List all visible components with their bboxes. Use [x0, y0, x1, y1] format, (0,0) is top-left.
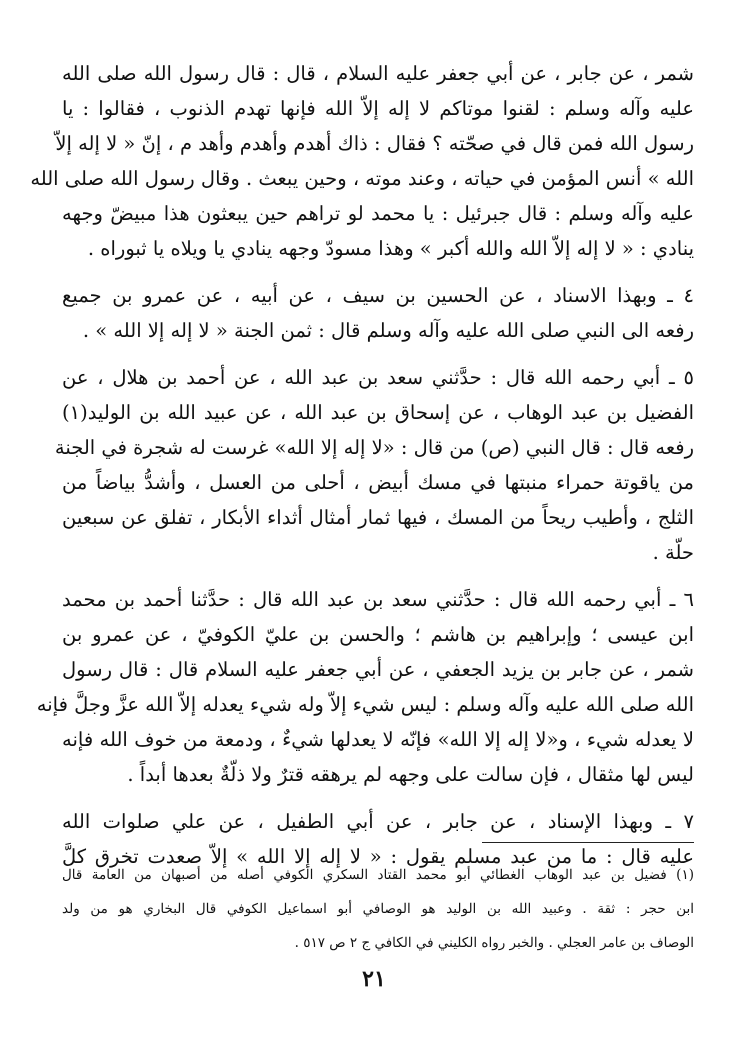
footnote-separator [482, 842, 694, 843]
paragraph-hadith-4 [62, 278, 694, 348]
text-line: شمر ، عن جابر ، عن أبي جعفر عليه السلام ، قال : قال رسول الله صلى الله [62, 62, 694, 85]
text-line: رفعه قال : قال النبي (ص) من قال : «لا إله إلا الله» غرست له شجرة في الجنة [54, 436, 694, 459]
page-number: ٢١ [362, 966, 386, 992]
paragraph-hadith-6 [36, 582, 694, 792]
text-line: الله صلى الله عليه وآله وسلم : ليس شيء إلاّ وله شيء يعدله إلاّ الله عزَّ وجلَّ فإنه [36, 693, 694, 716]
text-line: رفعه الى النبي صلى الله عليه وآله وسلم قال : ثمن الجنة « لا إله إلا الله » . [82, 319, 694, 342]
text-line: ٦ ـ أبي رحمه الله قال : حدَّثني سعد بن عبد الله قال : حدَّثنا أحمد بن محمد [62, 588, 694, 611]
text-line: ليس لها مثقال ، فإن سالت على وجهه لم يرهقه قترٌ ولا ذلّةٌ بعدها أبداً . [127, 763, 694, 786]
footnote-line: ابن حجر : ثقة . وعبيد الله بن الوليد هو الوصافي أبو اسماعيل الكوفي قال البخاري هو من ولد [62, 901, 694, 917]
text-line: ٥ ـ أبي رحمه الله قال : حدَّثني سعد بن عبد الله ، عن أحمد بن هلال ، عن [62, 366, 694, 389]
text-line: شمر ، عن جابر بن يزيد الجعفي ، عن أبي جعفر عليه السلام قال : قال رسول [62, 658, 694, 681]
text-line: من ياقوتة حمراء منبتها في مسك أبيض ، أحلى من العسل ، وأشدُّ بياضاً من [62, 471, 694, 494]
text-line: الثلج ، وأطيب ريحاً من المسك ، فيها ثمار أمثال أثداء الأبكار ، تفلق عن سبعين [62, 506, 694, 529]
text-line: ابن عيسى ؛ وإبراهيم بن هاشم ؛ والحسن بن عليّ الكوفيّ ، عن عمرو بن [62, 623, 694, 646]
text-line: عليه وآله وسلم : قال جبرئيل : يا محمد لو تراهم حين يبعثون هذا مبيضّ وجهه [62, 202, 694, 225]
text-line: ينادي : « لا إله إلاّ الله والله أكبر » وهذا مسودّ وجهه ينادي يا ويلاه يا ثبوراه . [87, 237, 694, 260]
text-line: ٧ ـ وبهذا الإسناد ، عن جابر ، عن أبي الطفيل ، عن علي صلوات الله [62, 810, 694, 833]
text-line: الله » أنس المؤمن في حياته ، وعند موته ، وحين يبعث . وقال رسول الله صلى الله [30, 167, 694, 190]
text-line: عليه قال : ما من عبد مسلم يقول : « لا إله إلا الله » إلاّ صعدت تخرق كلَّ [62, 845, 694, 868]
text-line: عليه وآله وسلم : لقنوا موتاكم لا إله إلاّ الله فإنها تهدم الذنوب ، فقالوا : يا [62, 97, 694, 120]
text-line: الفضيل بن عبد الوهاب ، عن إسحاق بن عبد الله ، عن عبيد الله بن الوليد(١) [62, 401, 694, 424]
paragraph-hadith-5 [54, 360, 694, 570]
page-body [30, 56, 694, 886]
text-line: حلّة . [652, 541, 694, 564]
footnote-line: (١) فضيل بن عبد الوهاب الغطائي أبو محمد القتاد السكري الكوفي أصله من أصبهان من العامة قال [62, 867, 694, 883]
footnote [62, 858, 694, 960]
paragraph-hadith-3-continued [30, 56, 694, 266]
text-line: لا يعدله شيء ، و«لا إله إلا الله» فإنّه لا يعدلها شيءٌ ، ودمعة من خوف الله فإنه [62, 728, 694, 751]
text-line: رسول الله فمن قال في صحّته ؟ فقال : ذاك أهدم وأهدم وأهد م ، إنّ « لا إله إلاّ [55, 132, 694, 155]
text-line: ٤ ـ وبهذا الاسناد ، عن الحسين بن سيف ، عن أبيه ، عن عمرو بن جميع [62, 284, 694, 307]
footnote-line: الوصاف بن عامر العجلي . والخبر رواه الكليني في الكافي ج ٢ ص ٥١٧ . [294, 935, 694, 951]
